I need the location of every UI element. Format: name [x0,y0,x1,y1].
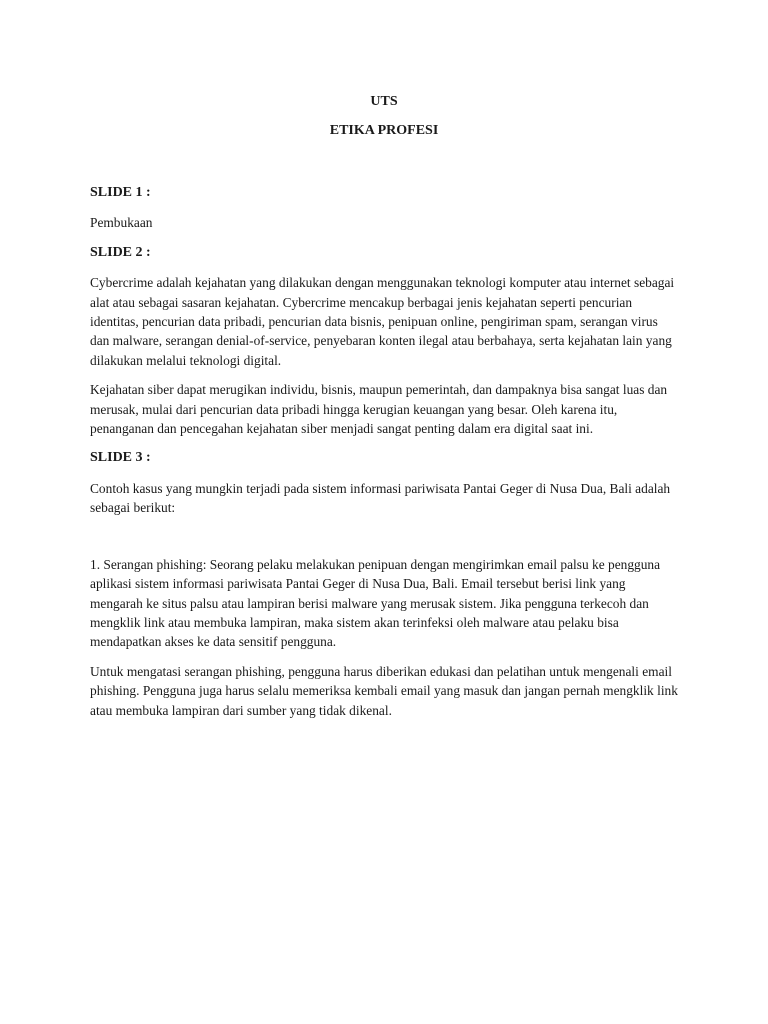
document-title: UTS [370,94,398,109]
slide2-paragraph-1: Cybercrime adalah kejahatan yang dilakukan dengan menggunakan teknologi komputer atau internet sebagai alat atau sebagai sasaran kejahatan. Cybercrime mencakup berbagai jenis kejahatan seperti pencurian identitas, pencurian data pribadi, pencurian data bisnis, penipuan online, pengiriman spam, serangan virus dan malware, serangan denial-of-service, penyebaran konten ilegal atau berbahaya, serta kejahatan lain yang dilakukan melalui teknologi digital. [90,275,675,368]
slide3-intro: Contoh kasus yang mungkin terjadi pada sistem informasi pariwisata Pantai Geger di Nusa Dua, Bali adalah sebagai berikut: [90,480,671,516]
document-body [90,183,680,730]
slide1-heading: SLIDE 1 : [90,185,151,200]
document-subtitle: ETIKA PROFESI [329,123,439,138]
slide2-paragraph-2: Kejahatan siber dapat merugikan individu, bisnis, maupun pemerintah, dan dampaknya bisa sangat luas dan merusak, mulai dari pencurian data pribadi hingga kerugian keuangan yang besar. Oleh karena itu, penanganan dan pencegahan kejahatan siber menjadi sangat penting dalam era digital saat ini. [90,382,668,437]
slide3-heading: SLIDE 3 : [90,450,151,466]
slide3-item-1: 1. Serangan phishing: Seorang pelaku melakukan penipuan dengan mengirimkan email palsu ke pengguna aplikasi sistem informasi pariwisata Pantai Geger di Nusa Dua, Bali. Email tersebut berisi link yang mengarah ke situs palsu atau lampiran berisi malware yang merusak sistem. Jika pengguna terkecoh dan mengklik link atau membuka lampiran, maka sistem akan terinfeksi oleh malware atau pelaku bisa mendapatkan akses ke data sensitif pengguna. [90,556,661,650]
slide3-item-1-solution: Untuk mengatasi serangan phishing, pengguna harus diberikan edukasi dan pelatihan untuk mengenali email phishing. Pengguna juga harus selalu memeriksa kembali email yang masuk dan jangan pernah mengklik link atau membuka lampiran dari sumber yang tidak dikenal. [90,663,678,718]
spacer [90,528,680,555]
slide1-text: Pembukaan [90,215,153,231]
slide2-heading: SLIDE 2 : [90,244,151,260]
